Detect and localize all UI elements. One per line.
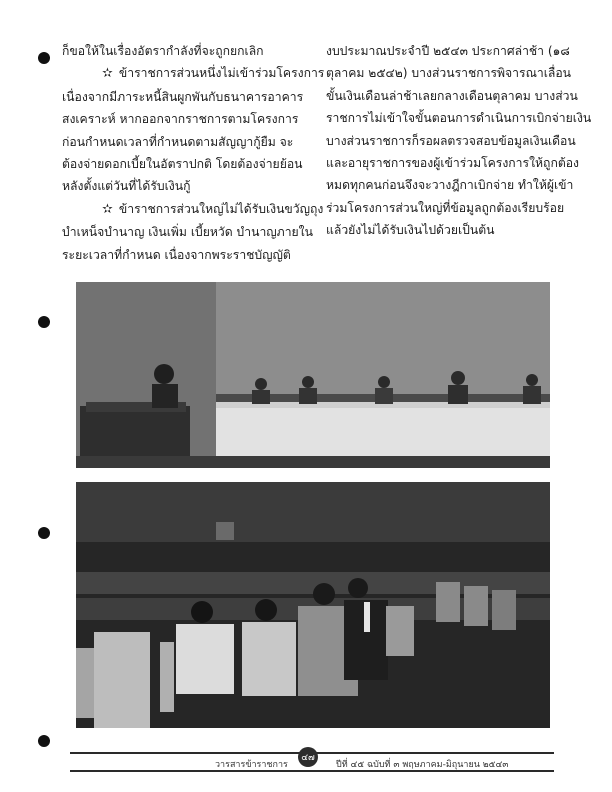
- publication-name: วารสารข้าราชการ: [215, 760, 288, 770]
- text-line: บางส่วนราชการก็รอผลตรวจสอบข้อมูลเงินเดือน: [326, 133, 576, 148]
- text-line: ร่วมโครงการส่วนใหญ่ที่ข้อมูลถูกต้องเรียบร้อย: [326, 200, 565, 215]
- text-line: สงเคราะห์ หากออกจากราชการตามโครงการ: [62, 112, 299, 127]
- bullet-paragraph-start: ✫ ข้าราชการส่วนหนึ่งไม่เข้าร่วมโครงการ: [102, 66, 325, 82]
- text-line: บำเหน็จบำนาญ เงินเพิ่ม เบี้ยหวัด บำนาญภายใน: [62, 225, 313, 240]
- text-line: แล้วยังไม่ได้รับเงินไปด้วยเป็นต้น: [326, 223, 495, 238]
- text-line: ตุลาคม ๒๕๔๒) บางส่วนราชการพิจารณาเลื่อน: [326, 66, 572, 81]
- binder-hole: [38, 735, 50, 747]
- right-text-column: [326, 40, 592, 242]
- audience-illustration: [76, 482, 550, 728]
- text-line: ก่อนกำหนดเวลาที่กำหนดตามสัญญากู้ยืม จะ: [62, 134, 294, 149]
- text-line: ราชการไม่เข้าใจขั้นตอนการดำเนินการเบิกจ่ายเงิน: [326, 111, 592, 126]
- seminar-panel-illustration: [76, 282, 550, 468]
- star-bullet-icon: ✫: [102, 66, 113, 82]
- text-line: ระยะเวลาที่กำหนด เนื่องจากพระราชบัญญัติ: [62, 247, 291, 262]
- text-line: หลังตั้งแต่วันที่ได้รับเงินกู้: [62, 179, 191, 194]
- binder-hole: [38, 527, 50, 539]
- issue-info: ปีที่ ๔๕ ฉบับที่ ๓ พฤษภาคม-มิถุนายน ๒๕๔๓: [336, 760, 509, 770]
- audience-photo: [76, 482, 550, 728]
- text-line: และอายุราชการของผู้เข้าร่วมโครงการให้ถูกต้อง: [326, 156, 580, 171]
- text-line: เนื่องจากมีภาระหนี้สินผูกพันกับธนาคารอาคาร: [62, 89, 304, 104]
- left-text-column: [62, 40, 325, 266]
- page-number-badge: [298, 747, 318, 767]
- binder-hole: [38, 316, 50, 328]
- star-bullet-icon: ✫: [102, 201, 113, 217]
- text-line: หมดทุกคนก่อนจึงจะวางฎีกาเบิกจ่าย ทำให้ผู้เข้า: [326, 178, 574, 193]
- binder-hole: [38, 52, 50, 64]
- bullet-paragraph-start: ✫ ข้าราชการส่วนใหญ่ไม่ได้รับเงินขวัญถุง: [102, 201, 324, 217]
- text-line: ก็ขอให้ในเรื่องอัตรากำลังที่จะถูกยกเลิก: [62, 44, 264, 58]
- text-line: งบประมาณประจำปี ๒๕๔๓ ประกาศล่าช้า (๑๘: [326, 44, 570, 58]
- page-number: ๔๗: [301, 753, 315, 763]
- text-line: ขั้นเงินเดือนล่าช้าเลยกลางเดือนตุลาคม บางส่วน: [326, 88, 578, 103]
- text-line: ต้องจ่ายดอกเบี้ยในอัตราปกติ โดยต้องจ่ายย้อน: [62, 157, 303, 172]
- seminar-panel-photo: [76, 282, 550, 468]
